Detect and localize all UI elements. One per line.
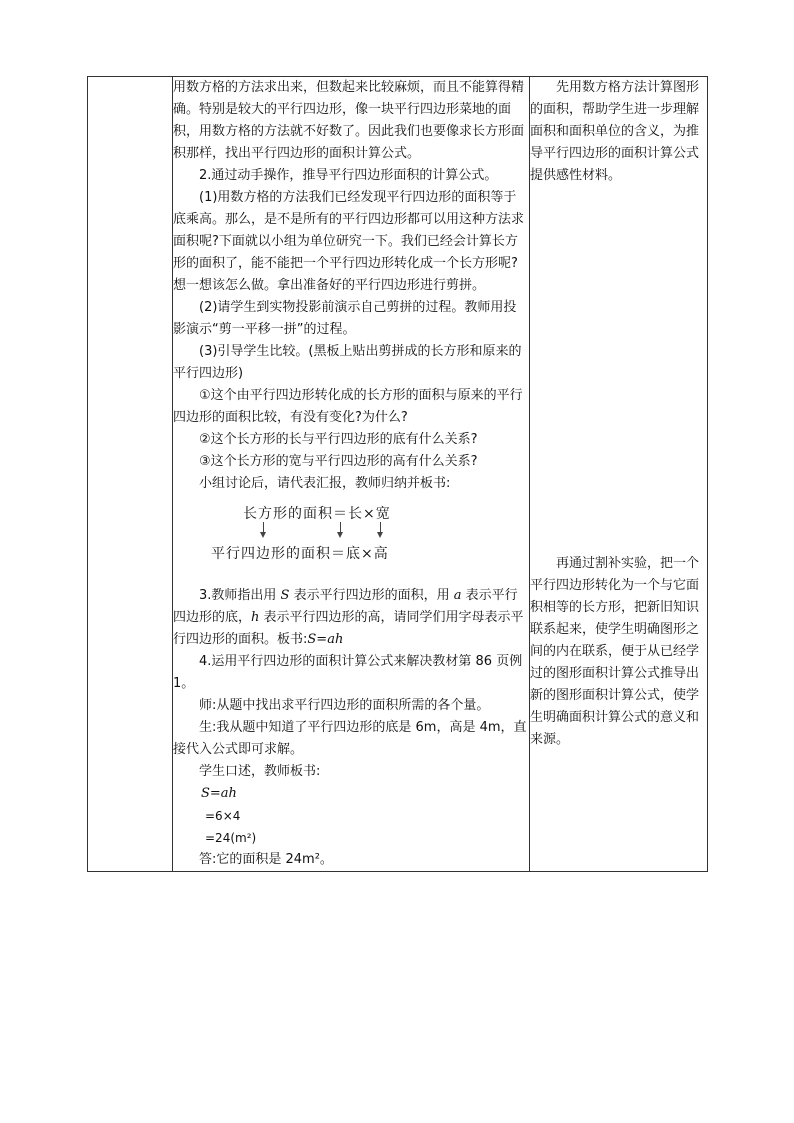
design-intent-cell xyxy=(530,77,708,872)
lesson-table xyxy=(87,76,708,872)
paragraph: 学生口述，教师板书: xyxy=(199,764,321,779)
arrow-down-icon xyxy=(336,522,346,538)
stage-cell xyxy=(88,77,173,872)
paragraph: 生:我从题中知道了平行四边形的底是 6m，高是 4m，直接代入公式即可求解。 xyxy=(173,720,527,757)
rectangle-formula: 长方形的面积＝长×宽 xyxy=(243,506,391,522)
paragraph: (1)用数方格的方法我们已经发现平行四边形的面积等于底乘高。那么，是不是所有的平行四边形都可以用这种方法求面积呢?下面就以小组为单位研究一下。我们已经会计算长方形的面积了，能不能把一个平行四边形转化成一个长方形呢?想一想该怎么做。拿出准备好的平行四边形进行剪拼。 xyxy=(173,190,525,293)
paragraph: 3.教师指出用 S 表示平行四边形的面积，用 a 表示平行四边形的底，h 表示平行四边形的高，请同学们用字母表示平行四边形的面积。板书:S=ah xyxy=(173,588,524,647)
paragraph: ①这个由平行四边形转化成的长方形的面积与原来的平行四边形的面积比较，有没有变化?为什么? xyxy=(173,388,523,425)
paragraph: 2.通过动手操作，推导平行四边形面积的计算公式。 xyxy=(199,168,498,183)
design-note: 先用数方格方法计算图形的面积，帮助学生进一步理解面积和面积单位的含义，为推导平行四边形的面积计算公式提供感性材料。 xyxy=(530,80,700,183)
answer-line: 答:它的面积是 24m²。 xyxy=(199,852,333,867)
calc-line: S=ah xyxy=(201,786,237,801)
paragraph: ②这个长方形的长与平行四边形的底有什么关系? xyxy=(199,432,478,447)
arrow-down-icon xyxy=(376,522,386,538)
paragraph: ③这个长方形的宽与平行四边形的高有什么关系? xyxy=(199,454,478,469)
teaching-process-cell xyxy=(173,77,530,872)
paragraph: 4.运用平行四边形的面积计算公式来解决教材第 86 页例 1。 xyxy=(173,654,523,691)
calc-line: =24(m²) xyxy=(205,831,257,845)
design-note: 再通过割补实验，把一个平行四边形转化为一个与它面积相等的长方形，把新旧知识联系起来，使学生明确图形之间的内在联系，便于从已经学过的图形面积计算公式推导出新的图形面积计算公式，使学生明确面积计算公式的意义和来源。 xyxy=(530,556,700,747)
paragraph: 小组讨论后，请代表汇报，教师归纳并板书: xyxy=(199,476,451,491)
paragraph: 用数方格的方法求出来，但数起来比较麻烦，而且不能算得精确。特别是较大的平行四边形，像一块平行四边形菜地的面积，用数方格的方法就不好数了。因此我们也要像求长方形面积那样，找出平行四边形的面积计算公式。 xyxy=(173,80,525,161)
parallelogram-formula: 平行四边形的面积＝底×高 xyxy=(211,546,389,562)
arrow-down-icon xyxy=(259,522,269,538)
area-formula-diagram xyxy=(173,503,529,569)
paragraph: 师:从题中找出求平行四边形的面积所需的各个量。 xyxy=(199,698,490,713)
table-row xyxy=(88,77,708,872)
paragraph: (3)引导学生比较。(黑板上贴出剪拼成的长方形和原来的平行四边形) xyxy=(173,344,522,381)
calc-line: =6×4 xyxy=(205,809,241,823)
paragraph: (2)请学生到实物投影前演示自己剪拼的过程。教师用投影演示“剪一平移一拼”的过程。 xyxy=(173,300,517,337)
